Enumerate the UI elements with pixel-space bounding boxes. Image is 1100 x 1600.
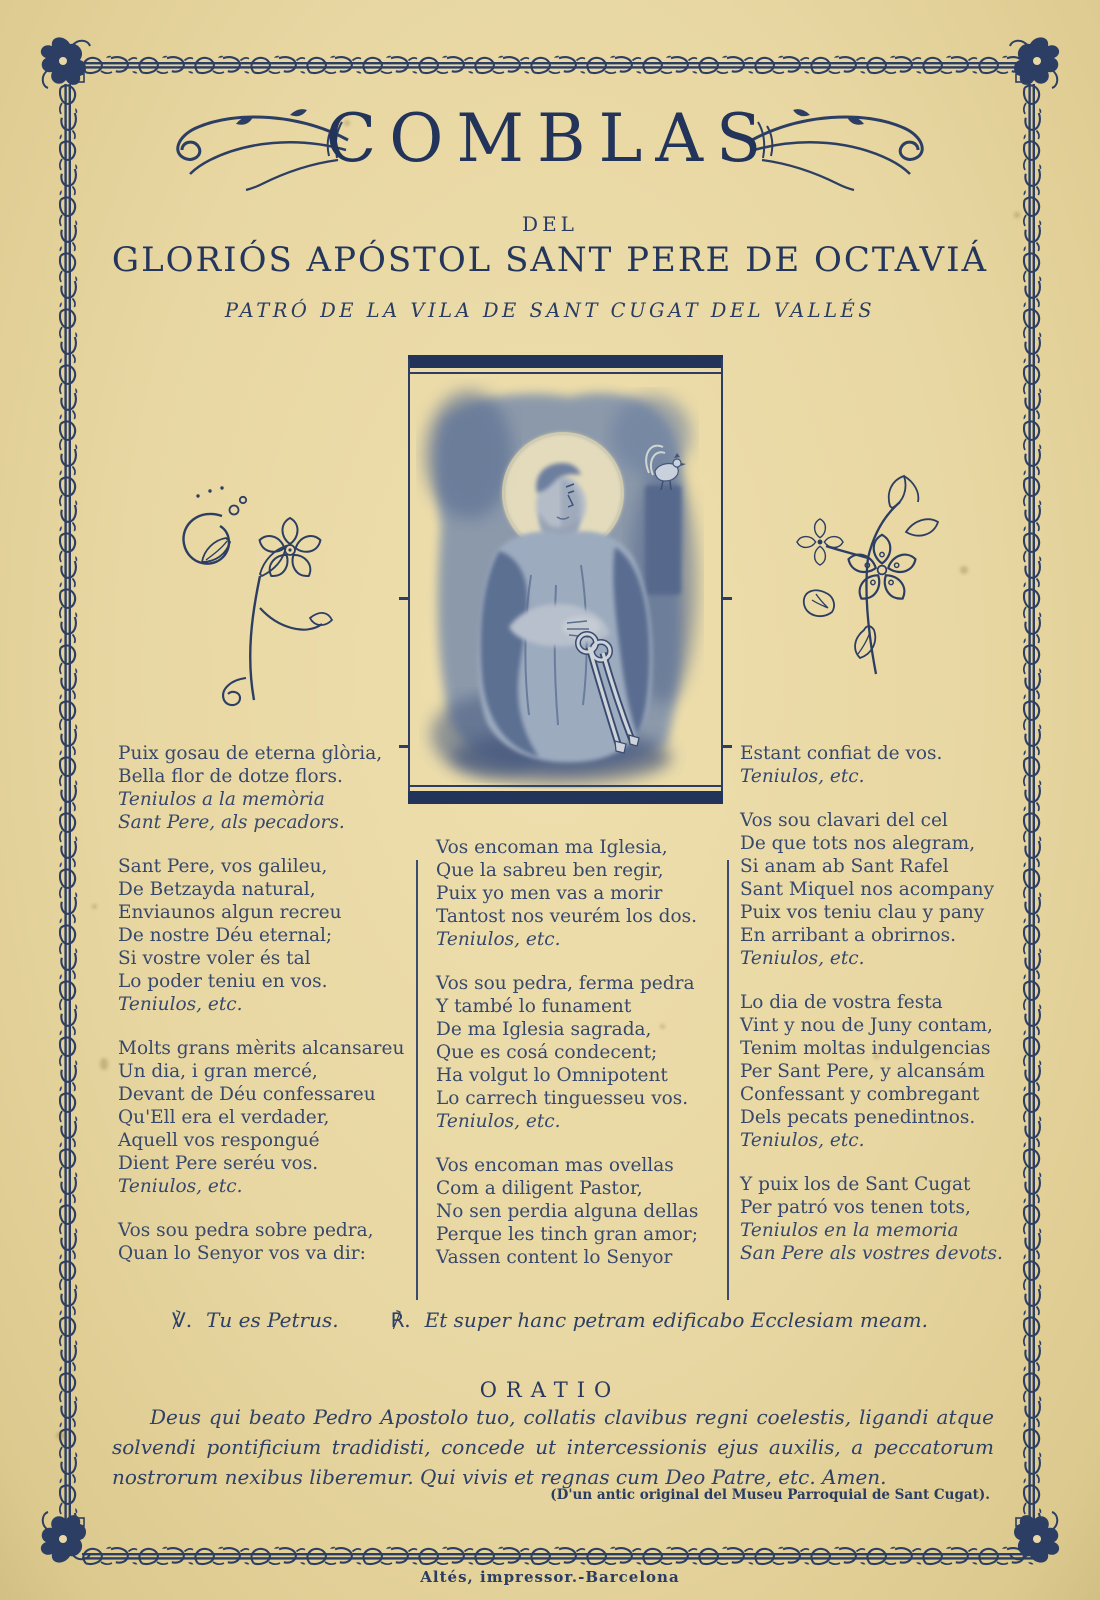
versicle-response-line (0, 1308, 1100, 1332)
corner-ornament-top-left (41, 37, 90, 88)
saint-pere-framed-image (408, 355, 723, 804)
versicle-text: Tu es Petrus. (206, 1308, 339, 1332)
verse-line: Lo dia de vostra festa (740, 992, 943, 1013)
floral-sprig-right (778, 462, 968, 677)
verse (740, 742, 1003, 788)
verse-line: Puix gosau de eterna glòria, (118, 743, 383, 764)
verse-line: Un dia, i gran mercé, (118, 1061, 318, 1082)
response-symbol: ℟. (390, 1308, 411, 1332)
paper-stain (660, 1024, 665, 1029)
frame-edge-left (408, 359, 410, 800)
verse-line: Vint y nou de Juny contam, (740, 1015, 993, 1036)
verse-line: San Pere als vostres devots. (740, 1243, 1003, 1264)
flower-five-petals (257, 518, 323, 580)
versicle-symbol: ℣. (172, 1308, 193, 1332)
paper-stain (100, 1058, 108, 1070)
verse-line: Tantost nos veurém los dos. (436, 906, 697, 927)
verse-line: Teniulos, etc. (118, 1176, 243, 1197)
subtitle-main: GLORIÓS APÓSTOL SANT PERE DE OCTAVIÁ (111, 240, 989, 280)
spacer (339, 1308, 391, 1332)
source-credit: (D'un antic original del Museu Parroquial de Sant Cugat). (550, 1487, 990, 1503)
saint-pere-engraving (411, 375, 720, 784)
verse-line: Teniulos, etc. (740, 948, 865, 969)
verse-column (436, 836, 698, 1269)
verse-line: No sen perdia alguna dellas (436, 1201, 699, 1222)
flower-five-petals (846, 535, 918, 604)
verse-line: De nostre Déu eternal; (118, 925, 333, 946)
frame-line-bottom (410, 785, 721, 787)
verse-line: Teniulos a la memòria (118, 789, 325, 810)
verse-line: Teniulos en la memoria (740, 1220, 959, 1241)
floral-sprig-left (160, 478, 340, 703)
verse (740, 991, 1003, 1152)
verse-line: Tenim moltas indulgencias (740, 1038, 991, 1059)
verse-line: Quan lo Senyor vos va dir: (118, 1243, 366, 1264)
column-divider (416, 860, 418, 1300)
subtitle-del: DEL (522, 212, 578, 236)
verse-line: Per Sant Pere, y alcansám (740, 1061, 985, 1082)
verse-line: Perque les tinch gran amor; (436, 1224, 698, 1245)
verse-line: Estant confiat de vos. (740, 743, 943, 764)
frame-line-top (410, 372, 721, 374)
verse (740, 809, 1003, 970)
verse-line: Si anam ab Sant Rafel (740, 856, 949, 877)
paper-stain (344, 120, 350, 126)
corner-ornament-top-right (1010, 37, 1059, 88)
paper-stain (92, 904, 97, 909)
verse-line: Puix vos teniu clau y pany (740, 902, 985, 923)
verse-line: Ha volgut lo Omnipotent (436, 1065, 668, 1086)
oratio-heading: ORATIO (479, 1378, 621, 1402)
verse (436, 972, 698, 1133)
verse-line: Vos encoman mas ovellas (436, 1155, 674, 1176)
verse (118, 742, 404, 834)
verse-line: Teniulos, etc. (436, 929, 561, 950)
verse-line: Y puix los de Sant Cugat (740, 1174, 971, 1195)
verse-line: Y també lo funament (436, 996, 632, 1017)
verse (118, 1037, 404, 1198)
verse-line: Com a diligent Pastor, (436, 1178, 643, 1199)
printer-imprint: Altés, impressor.-Barcelona (420, 1568, 680, 1586)
verse-line: Si vostre voler és tal (118, 948, 311, 969)
verse-line: Per patró vos tenen tots, (740, 1197, 971, 1218)
page-title: COMBLAS (325, 100, 775, 177)
frame-tick (399, 597, 408, 600)
verse-line: Devant de Déu confessareu (118, 1084, 376, 1105)
verse-line: Vos sou pedra, ferma pedra (436, 973, 695, 994)
verse-line: Dient Pere seréu vos. (118, 1153, 319, 1174)
verse-line: Que es cosá condecent; (436, 1042, 658, 1063)
paper-stain (960, 566, 968, 574)
verse (740, 1173, 1003, 1265)
verse-line: Sant Pere, als pecadors. (118, 812, 345, 833)
frame-bar-top (408, 355, 723, 368)
verse-line: De Betzayda natural, (118, 879, 316, 900)
verse-line: Teniulos, etc. (740, 766, 865, 787)
verse-line: En arribant a obrirnos. (740, 925, 956, 946)
verse-line: De que tots nos alegram, (740, 833, 976, 854)
verse-line: Qu'Ell era el verdader, (118, 1107, 330, 1128)
frame-edge-right (721, 359, 723, 800)
verse (436, 1154, 698, 1269)
frame-tick (723, 745, 732, 748)
column-divider (727, 860, 729, 1300)
verse-line: Vassen content lo Senyor (436, 1247, 673, 1268)
verse-line: Que la sabreu ben regir, (436, 860, 664, 881)
verse-line: Puix yo men vas a morir (436, 883, 663, 904)
verse-line: Vos encoman ma Iglesia, (436, 837, 668, 858)
verse (118, 855, 404, 1016)
verse-line: Molts grans mèrits alcansareu (118, 1038, 405, 1059)
verse-column (118, 742, 404, 1265)
verse-line: Confessant y combregant (740, 1084, 980, 1105)
verse-line: Sant Pere, vos galileu, (118, 856, 328, 877)
verse-line: De ma Iglesia sagrada, (436, 1019, 652, 1040)
paper-stain (874, 1054, 879, 1059)
verse-line: Teniulos, etc. (118, 994, 243, 1015)
verse-line: Bella flor de dotze flors. (118, 766, 343, 787)
verse (118, 1219, 404, 1265)
verse-line: Teniulos, etc. (740, 1130, 865, 1151)
verse-line: Sant Miquel nos acompany (740, 879, 995, 900)
verse-line: Aquell vos respongué (118, 1130, 320, 1151)
verse-column (740, 742, 1003, 1265)
verse-line: Teniulos, etc. (436, 1111, 561, 1132)
verse-line: Enviaunos algun recreu (118, 902, 342, 923)
verse-line: Dels pecats penedintnos. (740, 1107, 976, 1128)
flower-four-petals (797, 519, 843, 565)
subtitle-patron: PATRÓ DE LA VILA DE SANT CUGAT DEL VALLÉS (224, 299, 876, 322)
oratio-body: Deus qui beato Pedro Apostolo tuo, collatis clavibus regni coelestis, ligandi atque solvendi pontificium tradidisti, concede ut intercessionis ejus auxilis, a peccatorum nostrorum nexibus liberemur. Qui vivis et regnas cum Deo Patre, etc. Amen. (112, 1405, 994, 1489)
frame-tick (723, 597, 732, 600)
verse-line: Lo poder teniu en vos. (118, 971, 328, 992)
verse-line: Vos sou pedra sobre pedra, (118, 1220, 374, 1241)
paper-stain (56, 1432, 66, 1439)
frame-bar-bottom (408, 791, 723, 804)
verse (436, 836, 698, 951)
paper-stain (1014, 212, 1020, 218)
response-text: Et super hanc petram edificabo Ecclesiam meam. (424, 1308, 928, 1332)
verse-line: Lo carrech tinguesseu vos. (436, 1088, 689, 1109)
verse-line: Vos sou clavari del cel (740, 810, 948, 831)
rooster-pillar (645, 485, 681, 595)
